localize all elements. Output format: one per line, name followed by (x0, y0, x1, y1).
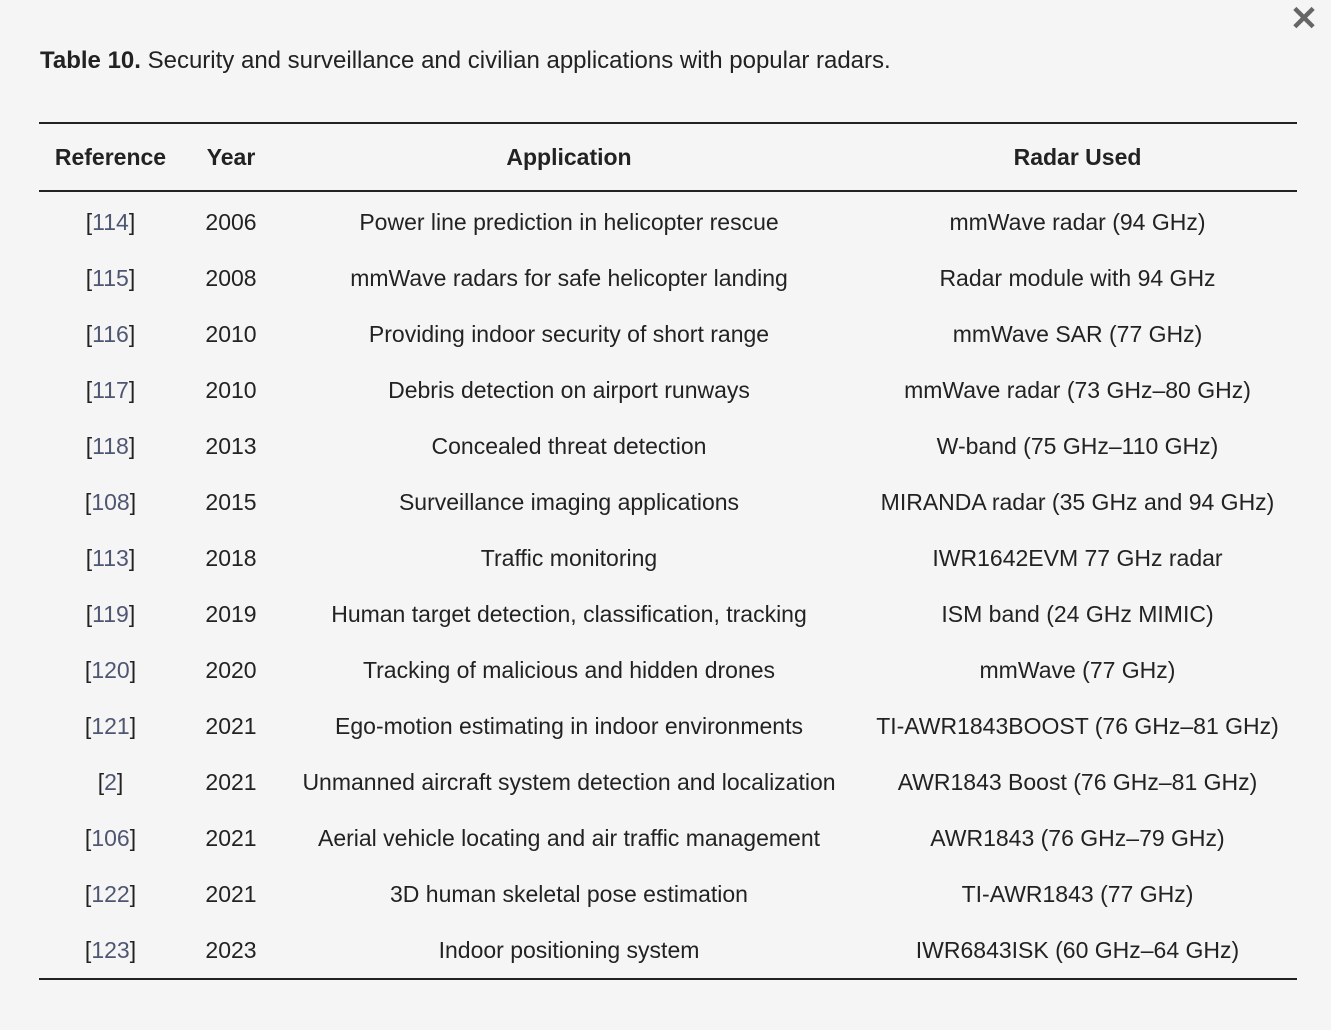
reference-link[interactable]: 118 (92, 432, 129, 459)
cell-radar-used: mmWave radar (94 GHz) (949, 208, 1206, 235)
cell-application: Unmanned aircraft system detection and localization (302, 768, 836, 795)
cell-application: Tracking of malicious and hidden drones (362, 656, 776, 683)
cell-application: mmWave radars for safe helicopter landing (350, 264, 788, 291)
cell-year: 2013 (205, 432, 257, 459)
cell-reference (39, 362, 182, 418)
reference-link[interactable]: 122 (91, 880, 130, 907)
bracket-open: [ (84, 712, 92, 739)
table-row (39, 306, 1297, 362)
cell-reference (39, 530, 182, 586)
bracket-close: ] (128, 544, 136, 571)
cell-reference (39, 474, 182, 530)
cell-radar-used: ISM band (24 GHz MIMIC) (941, 600, 1214, 627)
cell-radar-used: IWR6843ISK (60 GHz–64 GHz) (915, 936, 1240, 963)
cell-reference (39, 698, 182, 754)
header-year: Year (182, 123, 280, 191)
cell-radar-used: MIRANDA radar (35 GHz and 94 GHz) (880, 488, 1275, 515)
cell-radar-used: Radar module with 94 GHz (939, 264, 1216, 291)
cell-application: Concealed threat detection (431, 432, 707, 459)
cell-year: 2021 (205, 880, 257, 907)
table-header (39, 123, 1297, 191)
table-row (39, 418, 1297, 474)
radar-applications-table (39, 122, 1297, 980)
reference-link[interactable]: 114 (92, 208, 129, 235)
table-row (39, 754, 1297, 810)
cell-application: Debris detection on airport runways (388, 376, 750, 403)
cell-application: Ego-motion estimating in indoor environments (335, 712, 803, 739)
bracket-close: ] (128, 432, 136, 459)
header-row (39, 123, 1297, 191)
cell-application: Human target detection, classification, tracking (331, 600, 807, 627)
table-body (39, 191, 1297, 979)
table-row (39, 530, 1297, 586)
reference-link[interactable]: 117 (92, 376, 129, 403)
table-row (39, 642, 1297, 698)
cell-reference (39, 586, 182, 642)
cell-year: 2019 (205, 600, 257, 627)
cell-year: 2021 (205, 768, 257, 795)
bracket-close: ] (129, 488, 137, 515)
bracket-close: ] (129, 824, 137, 851)
cell-year: 2006 (205, 208, 257, 235)
bracket-open: [ (85, 600, 93, 627)
cell-reference (39, 922, 182, 979)
bracket-open: [ (85, 320, 93, 347)
table-row (39, 191, 1297, 250)
close-icon[interactable]: ✕ (1289, 0, 1319, 38)
caption-label: Table 10. (40, 47, 141, 74)
bracket-open: [ (84, 488, 92, 515)
cell-radar-used: mmWave (77 GHz) (979, 656, 1176, 683)
bracket-open: [ (84, 656, 92, 683)
reference-link[interactable]: 123 (91, 936, 130, 963)
reference-link[interactable]: 2 (104, 768, 117, 795)
cell-radar-used: AWR1843 Boost (76 GHz–81 GHz) (897, 768, 1258, 795)
bracket-close: ] (128, 376, 136, 403)
reference-link[interactable]: 120 (91, 656, 130, 683)
bracket-open: [ (84, 936, 92, 963)
reference-link[interactable]: 113 (92, 544, 129, 571)
cell-application: Surveillance imaging applications (398, 488, 740, 515)
cell-radar-used: IWR1642EVM 77 GHz radar (932, 544, 1223, 571)
cell-reference (39, 754, 182, 810)
bracket-open: [ (85, 208, 93, 235)
cell-application: 3D human skeletal pose estimation (390, 880, 748, 907)
table-row (39, 250, 1297, 306)
cell-year: 2023 (205, 936, 257, 963)
bracket-open: [ (84, 880, 92, 907)
bracket-close: ] (129, 936, 137, 963)
header-application: Application (280, 123, 858, 191)
cell-year: 2008 (205, 264, 257, 291)
table-row (39, 698, 1297, 754)
cell-year: 2010 (205, 320, 257, 347)
cell-reference (39, 642, 182, 698)
bracket-close: ] (116, 768, 124, 795)
reference-link[interactable]: 106 (91, 824, 130, 851)
bracket-open: [ (85, 264, 93, 291)
bracket-close: ] (128, 264, 136, 291)
cell-reference (39, 810, 182, 866)
cell-application: Power line prediction in helicopter rescue (359, 208, 779, 235)
cell-radar-used: AWR1843 (76 GHz–79 GHz) (930, 824, 1225, 851)
cell-radar-used: W-band (75 GHz–110 GHz) (936, 432, 1219, 459)
bracket-open: [ (85, 432, 93, 459)
bracket-open: [ (84, 824, 92, 851)
cell-radar-used: mmWave radar (73 GHz–80 GHz) (904, 376, 1251, 403)
table-container (39, 122, 1297, 980)
table-row (39, 866, 1297, 922)
bracket-close: ] (128, 208, 136, 235)
bracket-close: ] (128, 600, 136, 627)
bracket-close: ] (128, 320, 136, 347)
cell-radar-used: mmWave SAR (77 GHz) (952, 320, 1203, 347)
cell-year: 2021 (205, 712, 257, 739)
reference-link[interactable]: 116 (92, 320, 129, 347)
header-radar-used: Radar Used (858, 123, 1297, 191)
bracket-open: [ (97, 768, 105, 795)
table-caption (40, 44, 891, 78)
reference-link[interactable]: 119 (92, 600, 129, 627)
cell-year: 2020 (205, 656, 257, 683)
cell-year: 2018 (205, 544, 257, 571)
cell-application: Indoor positioning system (438, 936, 700, 963)
cell-reference (39, 306, 182, 362)
cell-radar-used: TI-AWR1843BOOST (76 GHz–81 GHz) (876, 712, 1279, 739)
bracket-close: ] (129, 656, 137, 683)
bracket-close: ] (129, 712, 137, 739)
table-row (39, 922, 1297, 979)
cell-application: Traffic monitoring (480, 544, 658, 571)
table-row (39, 474, 1297, 530)
cell-radar-used: TI-AWR1843 (77 GHz) (961, 880, 1194, 907)
reference-link[interactable]: 108 (91, 488, 130, 515)
cell-year: 2021 (205, 824, 257, 851)
cell-application: Aerial vehicle locating and air traffic management (317, 824, 820, 851)
bracket-close: ] (129, 880, 137, 907)
table-row (39, 586, 1297, 642)
reference-link[interactable]: 121 (91, 712, 130, 739)
header-reference: Reference (39, 123, 182, 191)
cell-year: 2010 (205, 376, 257, 403)
cell-reference (39, 418, 182, 474)
cell-reference (39, 866, 182, 922)
cell-year: 2015 (205, 488, 257, 515)
cell-application: Providing indoor security of short range (368, 320, 770, 347)
bracket-open: [ (85, 376, 93, 403)
table-row (39, 362, 1297, 418)
reference-link[interactable]: 115 (92, 264, 129, 291)
bracket-open: [ (85, 544, 93, 571)
cell-reference (39, 191, 182, 250)
caption-text: Security and surveillance and civilian applications with popular radars. (140, 47, 891, 74)
table-row (39, 810, 1297, 866)
cell-reference (39, 250, 182, 306)
